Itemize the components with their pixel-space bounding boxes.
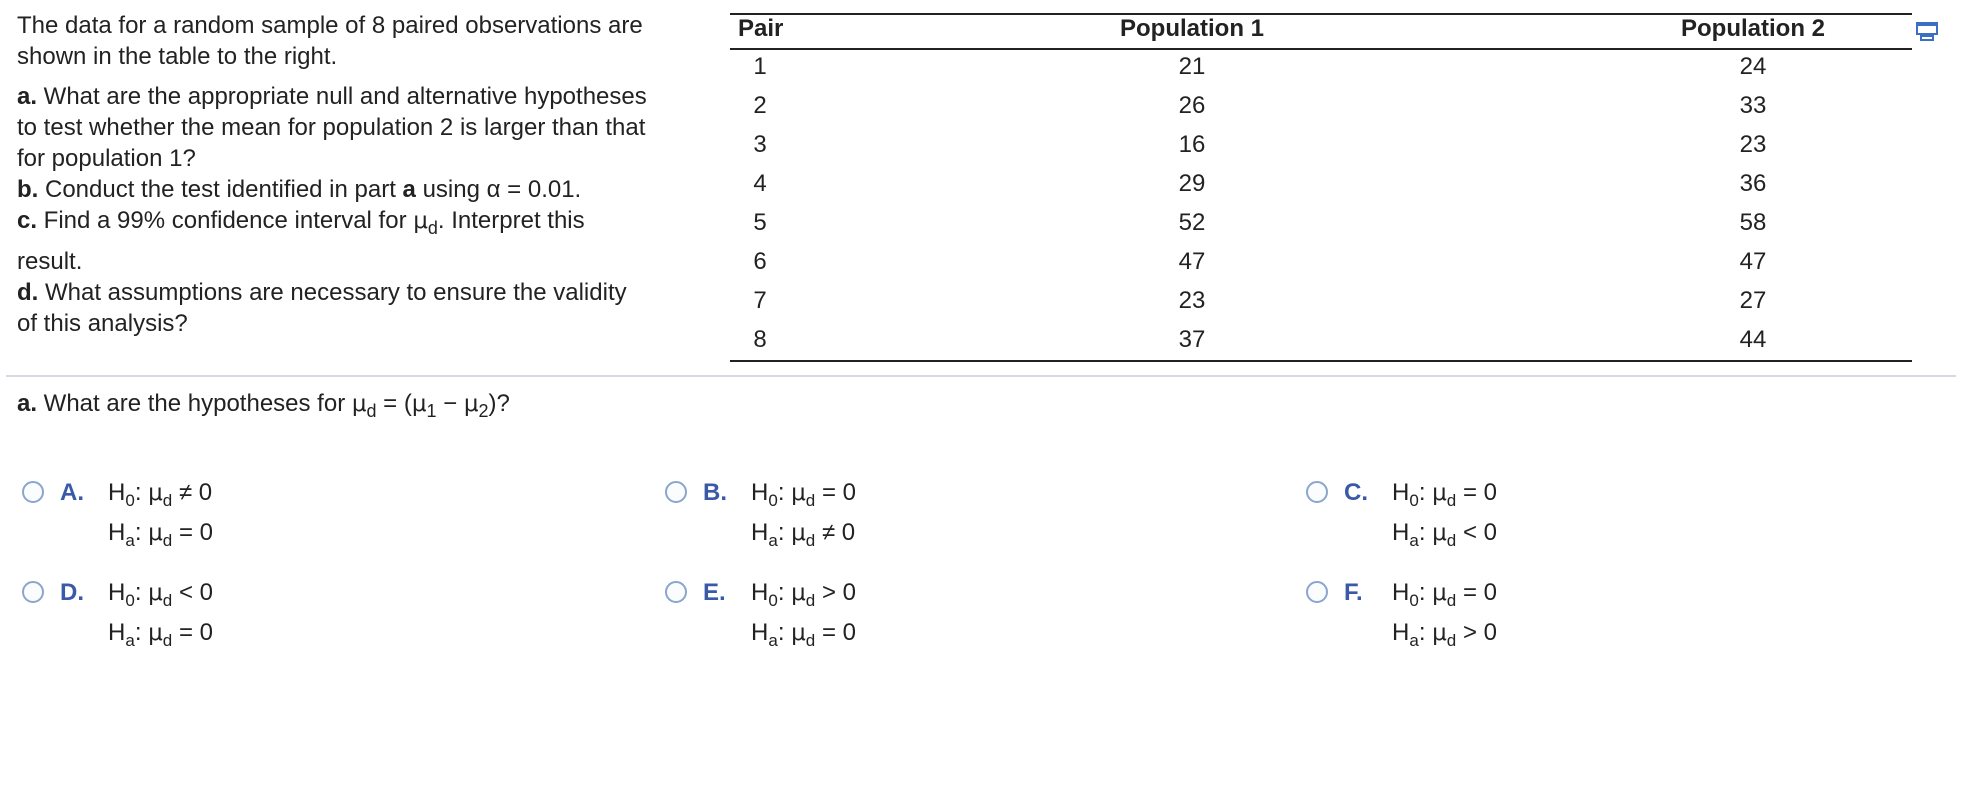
option-f[interactable] <box>1306 579 1926 649</box>
expand-table-icon[interactable] <box>1916 21 1938 43</box>
part-d-text-1: What assumptions are necessary to ensure the validity <box>38 279 627 306</box>
table-row <box>730 53 1912 87</box>
cell-population-2: 23 <box>1739 131 1767 158</box>
data-table <box>730 13 1912 363</box>
cell-population-1: 26 <box>1178 92 1206 119</box>
cell-pair: 8 <box>753 326 767 353</box>
problem-statement <box>17 10 717 339</box>
question-label: a. <box>17 390 38 417</box>
cell-population-2: 24 <box>1739 53 1767 80</box>
option-letter: E. <box>703 579 726 606</box>
ha-operator: = <box>178 619 193 646</box>
option-letter: C. <box>1344 479 1368 506</box>
cell-population-1: 52 <box>1178 209 1206 236</box>
option-a[interactable] <box>22 479 642 549</box>
h0-operator: > <box>821 579 836 606</box>
part-c-text-pre: Find a 99% confidence interval for <box>37 207 414 234</box>
cell-population-2: 58 <box>1739 209 1767 236</box>
table-header <box>730 15 1912 48</box>
table-row <box>730 248 1912 282</box>
option-alt-hypothesis: $H_a$: $\mu_d > 0$ <box>1392 619 1497 650</box>
part-c-text-post: . Interpret this <box>437 207 585 234</box>
option-null-hypothesis: $H_0$: $\mu_d < 0$ <box>108 579 213 610</box>
question-sub-d: d <box>366 401 377 421</box>
option-d[interactable] <box>22 579 642 649</box>
table-row <box>730 131 1912 165</box>
option-alt-hypothesis: $H_a$: $\mu_d = 0$ <box>108 619 213 650</box>
part-a-text-2: to test whether the mean for population 2 is larger than that <box>17 114 646 141</box>
cell-pair: 7 <box>753 287 767 314</box>
cell-population-1: 21 <box>1178 53 1206 80</box>
h0-operator: = <box>821 479 836 506</box>
option-null-hypothesis: $H_0$: $\mu_d = 0$ <box>751 479 856 510</box>
radio-button[interactable] <box>1306 581 1328 603</box>
cell-population-1: 23 <box>1178 287 1206 314</box>
table-row <box>730 170 1912 204</box>
intro-line-2: shown in the table to the right. <box>17 43 338 70</box>
cell-pair: 1 <box>753 53 767 80</box>
option-null-hypothesis: $H_0$: $\mu_d \ne 0$ <box>108 479 213 510</box>
radio-button[interactable] <box>1306 481 1328 503</box>
part-c <box>17 205 717 238</box>
cell-population-2: 27 <box>1739 287 1767 314</box>
question-sub-1: 1 <box>426 401 437 421</box>
ha-operator: ≠ <box>821 519 836 546</box>
table-row <box>730 92 1912 126</box>
cell-pair: 2 <box>753 92 767 119</box>
header-population-2: Population 2 <box>1681 15 1825 42</box>
cell-population-2: 36 <box>1739 170 1767 197</box>
radio-button[interactable] <box>665 481 687 503</box>
table-row <box>730 326 1912 360</box>
part-a <box>17 81 717 112</box>
question-text-pre: What are the hypotheses for <box>37 390 352 417</box>
question-prompt <box>17 390 510 421</box>
cell-pair: 4 <box>753 170 767 197</box>
h0-operator: = <box>1462 479 1477 506</box>
part-d-text-2: of this analysis? <box>17 310 188 337</box>
cell-population-2: 33 <box>1739 92 1767 119</box>
header-pair: Pair <box>738 15 784 42</box>
cell-pair: 6 <box>753 248 767 275</box>
intro-line-1: The data for a random sample of 8 paired observations are <box>17 12 643 39</box>
cell-population-1: 37 <box>1178 326 1206 353</box>
question-sub-2: 2 <box>478 401 489 421</box>
table-row <box>730 209 1912 243</box>
radio-button[interactable] <box>22 481 44 503</box>
option-alt-hypothesis: $H_a$: $\mu_d = 0$ <box>751 619 856 650</box>
question-eq: = ( <box>376 390 412 417</box>
option-letter: A. <box>60 479 84 506</box>
part-c-text-2: result. <box>17 248 83 275</box>
h0-operator: < <box>178 579 193 606</box>
part-b <box>17 174 717 205</box>
option-null-hypothesis: $H_0$: $\mu_d = 0$ <box>1392 479 1497 510</box>
option-c[interactable] <box>1306 479 1926 549</box>
part-a-text-3: for population 1? <box>17 145 196 172</box>
question-mu-1: μ <box>411 391 427 417</box>
radio-button[interactable] <box>665 581 687 603</box>
cell-pair: 5 <box>753 209 767 236</box>
cell-population-1: 29 <box>1178 170 1206 197</box>
cell-population-2: 44 <box>1739 326 1767 353</box>
header-population-1: Population 1 <box>1120 15 1264 42</box>
table-header-rule <box>730 48 1912 50</box>
part-d-label: d. <box>17 279 39 306</box>
ha-operator: = <box>178 519 193 546</box>
cell-pair: 3 <box>753 131 767 158</box>
question-text-post: )? <box>488 390 510 417</box>
section-divider <box>6 375 1956 377</box>
part-c-sub: d <box>427 218 438 238</box>
part-b-text-bold: a <box>402 176 416 203</box>
option-alt-hypothesis: $H_a$: $\mu_d < 0$ <box>1392 519 1497 550</box>
cell-population-1: 16 <box>1178 131 1206 158</box>
part-c-mu: μ <box>413 208 428 234</box>
part-b-label: b. <box>17 176 39 203</box>
option-e[interactable] <box>665 579 1285 649</box>
question-mu-2: μ <box>463 391 479 417</box>
cell-population-1: 47 <box>1178 248 1206 275</box>
option-null-hypothesis: $H_0$: $\mu_d > 0$ <box>751 579 856 610</box>
part-d <box>17 277 717 308</box>
part-b-text-pre: Conduct the test identified in part <box>38 176 403 203</box>
ha-operator: > <box>1462 619 1477 646</box>
table-bottom-rule <box>730 360 1912 362</box>
part-a-label: a. <box>17 83 38 110</box>
h0-operator: = <box>1462 579 1477 606</box>
part-a-text-1: What are the appropriate null and alternative hypotheses <box>37 83 647 110</box>
h0-operator: ≠ <box>178 479 193 506</box>
option-alt-hypothesis: $H_a$: $\mu_d \ne 0$ <box>751 519 856 550</box>
question-minus: − <box>436 390 464 417</box>
ha-operator: < <box>1462 519 1477 546</box>
option-alt-hypothesis: $H_a$: $\mu_d = 0$ <box>108 519 213 550</box>
option-letter: D. <box>60 579 84 606</box>
option-null-hypothesis: $H_0$: $\mu_d = 0$ <box>1392 579 1497 610</box>
option-letter: F. <box>1344 579 1363 606</box>
cell-population-2: 47 <box>1739 248 1767 275</box>
table-row <box>730 287 1912 321</box>
part-c-label: c. <box>17 207 38 234</box>
part-b-text-post: using α = 0.01. <box>415 176 582 203</box>
option-b[interactable] <box>665 479 1285 549</box>
option-letter: B. <box>703 479 727 506</box>
radio-button[interactable] <box>22 581 44 603</box>
ha-operator: = <box>821 619 836 646</box>
question-mu-d: μ <box>351 391 367 417</box>
